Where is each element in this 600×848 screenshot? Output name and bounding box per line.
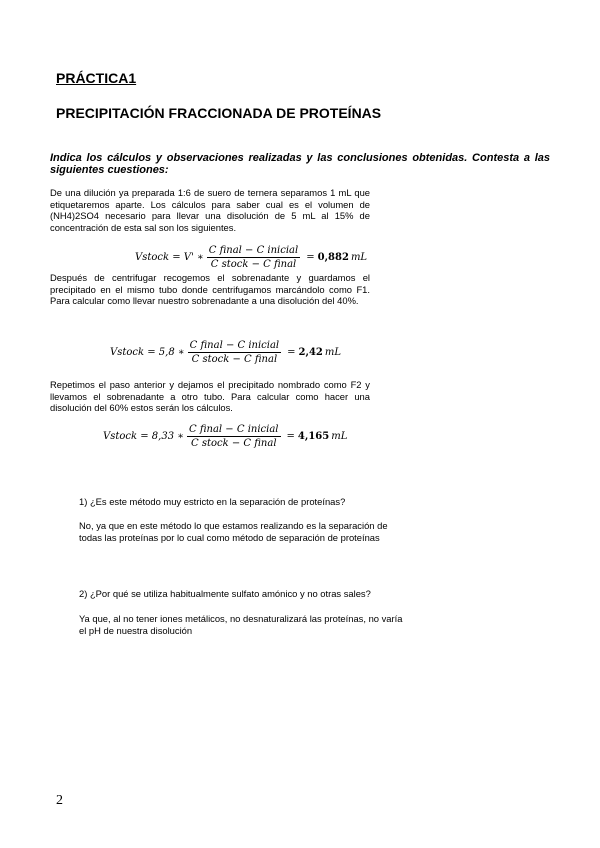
formula-fraction <box>187 424 280 449</box>
fraction-denominator: C stock − C final <box>191 438 277 449</box>
fraction-numerator: C final − C inicial <box>189 340 280 351</box>
formula-unit: mL <box>350 252 368 263</box>
fraction-numerator: C final − C inicial <box>189 424 279 435</box>
formula-40-percent <box>110 340 341 365</box>
instructions-text: Indica los cálculos y observaciones realizadas y las conclusiones obtenidas. Contesta a las siguientes cuestiones: <box>50 152 550 176</box>
formula-result: 4,165 <box>297 431 330 442</box>
formula-unit: mL <box>324 347 342 358</box>
question-1: 1) ¿Es este método muy estricto en la separación de proteínas? <box>79 496 346 507</box>
formula-result: 0,882 <box>317 252 349 263</box>
answer-1: No, ya que en este método lo que estamos realizando es la separación de todas las proteínas por lo cual como método de separación de proteínas <box>79 520 388 543</box>
paragraph-dilution: De una dilución ya preparada 1:6 de suero de ternera separamos 1 mL que etiquetaremos aparte. Los cálculos para saber cual es el volumen de (NH4)2SO4 necesario para llevar una disolución de 5 mL al 15% de concentración de esta sal son los siguientes. <box>50 187 370 234</box>
equals-sign: = <box>286 431 295 442</box>
document-title: PRECIPITACIÓN FRACCIONADA DE PROTEÍNAS <box>56 105 382 121</box>
formula-fraction <box>188 340 281 365</box>
formula-60-percent <box>103 424 347 449</box>
practice-heading: PRÁCTICA1 <box>56 70 137 86</box>
page-number: 2 <box>56 793 63 808</box>
formula-lhs: Vstock = 8,33 ∗ <box>103 431 185 442</box>
fraction-denominator: C stock − C final <box>210 259 297 270</box>
equals-sign: = <box>306 252 315 263</box>
formula-lhs: Vstock = 5,8 ∗ <box>110 347 185 358</box>
formula-lhs: Vstock = V' ∗ <box>135 252 204 263</box>
paragraph-repeat: Repetimos el paso anterior y dejamos el precipitado nombrado como F2 y llevamos el sobrenadante a otro tubo. Para calcular como hacer una disolución del 60% estos serán los cálculos. <box>50 379 370 414</box>
formula-fraction <box>207 245 300 270</box>
paragraph-centrifuge: Después de centrifugar recogemos el sobrenadante y guardamos el precipitado en el mismo tubo donde centrifugamos marcándolo como F1. Para calcular como llevar nuestro sobrenadante a una disolución del 40%. <box>50 272 370 307</box>
question-2: 2) ¿Por qué se utiliza habitualmente sulfato amónico y no otras sales? <box>79 588 371 599</box>
formula-unit: mL <box>331 431 348 442</box>
equals-sign: = <box>287 347 296 358</box>
fraction-numerator: C final − C inicial <box>208 245 299 256</box>
fraction-denominator: C stock − C final <box>191 354 278 365</box>
formula-15-percent <box>135 245 367 270</box>
formula-result: 2,42 <box>298 347 323 358</box>
answer-2: Ya que, al no tener iones metálicos, no desnaturalizará las proteínas, no varía el pH de nuestra disolución <box>79 613 403 636</box>
